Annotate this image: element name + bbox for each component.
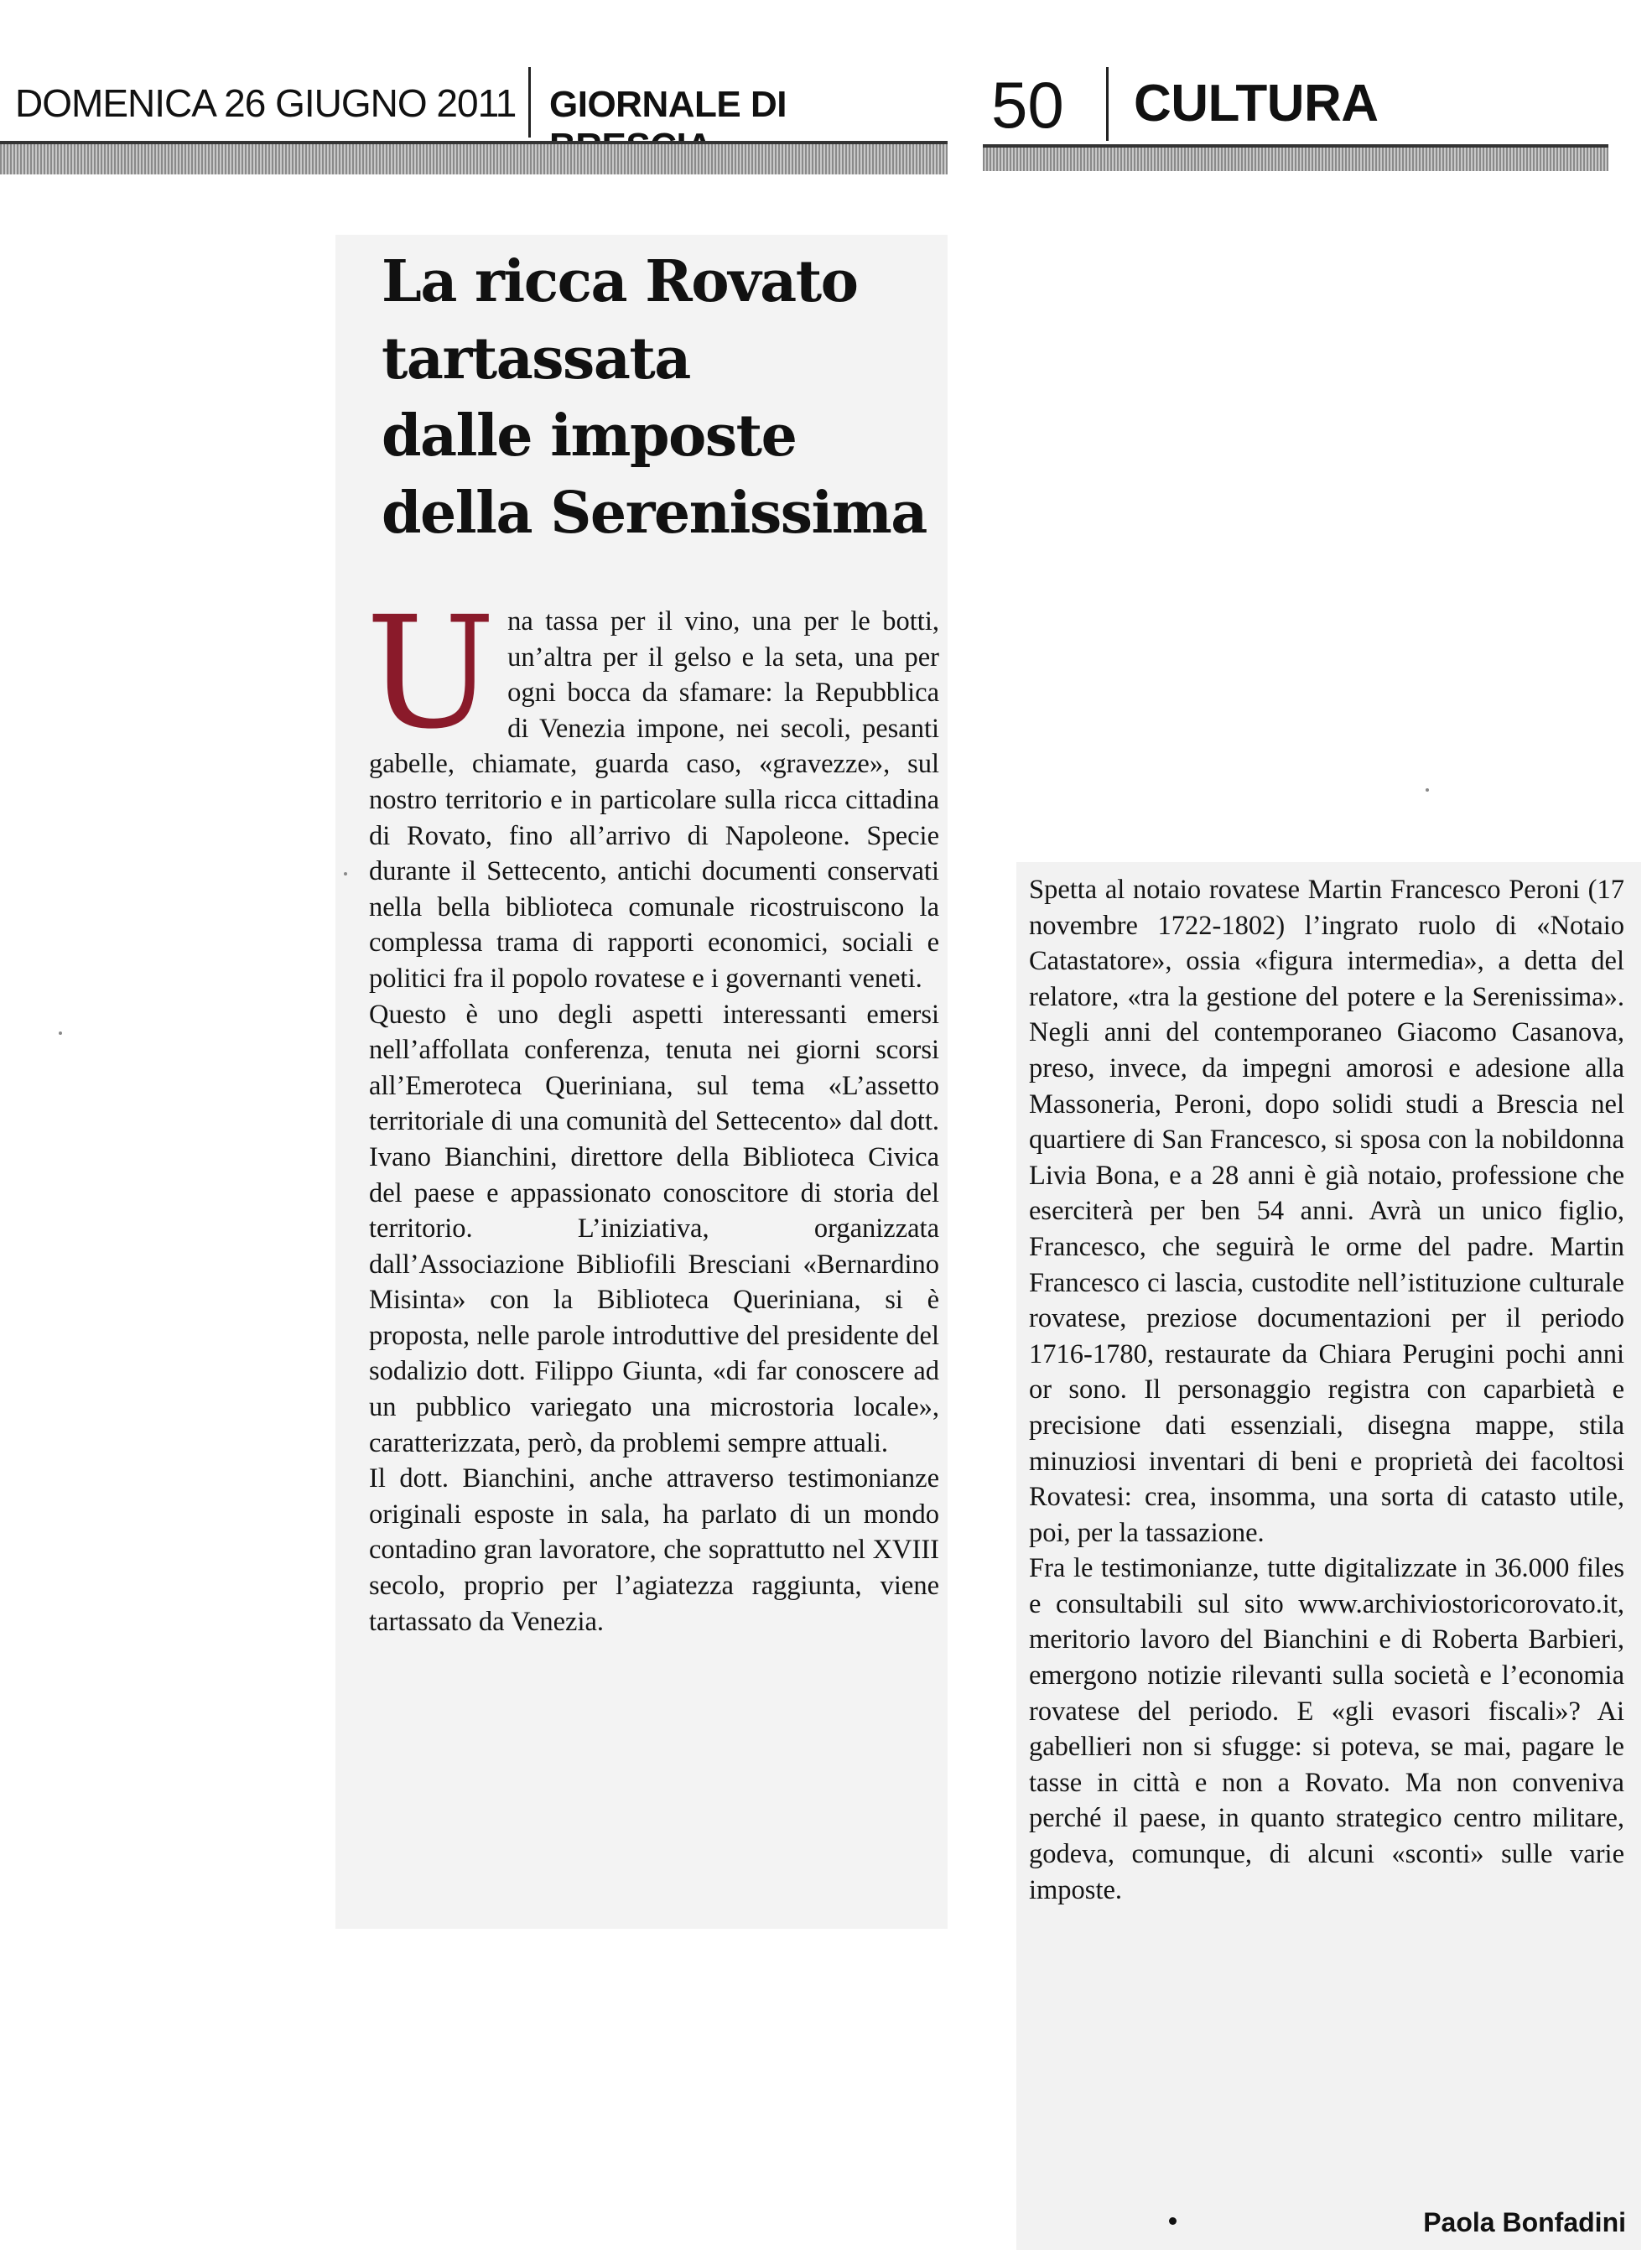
- byline: Paola Bonfadini: [1423, 2207, 1626, 2237]
- headline-line: La ricca Rovato: [382, 248, 858, 315]
- headline: [382, 243, 927, 552]
- masthead-left: [0, 74, 948, 174]
- publication-date: DOMENICA 26 GIUGNO 2011: [15, 81, 517, 125]
- scan-speck: [344, 872, 347, 876]
- article-body-right: [1029, 872, 1624, 1908]
- article-column-right: [1016, 862, 1641, 2250]
- masthead-divider: [1106, 67, 1109, 141]
- page-number: 50: [991, 68, 1064, 142]
- scan-speck: [59, 1031, 62, 1035]
- headline-line: della Serenissima: [382, 480, 927, 547]
- paragraph-text: na tassa per il vino, una per le botti, un’altra per il gelso e la seta, una per ogni bocca da sfamare: la Repubblica di Venezia impone, nei secoli, pesanti gabelle, chiamate, guarda caso, «gravezze», sul nostro territorio e in particolare sulla ricca cittadina di Rovato, fino all’arrivo di Napoleone. Specie durante il Settecento, antichi documenti conservati nella bella biblioteca comunale ricostruiscono la complessa trama di rapporti economici, sociali e politici fra il popolo rovatese e i governanti veneti.: [369, 606, 939, 994]
- paragraph: Spetta al notaio rovatese Martin Francesco Peroni (17 novembre 1722-1802) l’ingrato ruolo di «Notaio Catastatore», ossia «figura intermedia», a detta del relatore, «tra la gestione del potere e la Serenissima». Negli anni del contemporaneo Giacomo Casanova, preso, invece, da impegni amorosi e adesione alla Massoneria, Peroni, dopo solidi studi a Brescia nel quartiere di San Francesco, si sposa con la nobildonna Livia Bona, e a 28 anni è già notaio, professione che eserciterà per ben 54 anni. Avrà un unico figlio, Francesco, che seguirà le orme del padre. Martin Francesco ci lascia, custodite nell’istituzione culturale rovatese, preziose documentazioni per il periodo 1716-1780, restaurate da Chiara Perugini pochi anni or sono. Il personaggio registra con caparbietà e precisione dati essenziali, disegna mappe, stila minuziosi inventari di beni e proprietà dei facoltosi Rovatesi: crea, insomma, una sorta di catasto utile, poi, per la tassazione.: [1029, 875, 1624, 1548]
- masthead-divider: [528, 67, 531, 138]
- scan-speck: [1426, 788, 1429, 792]
- paragraph: Questo è uno degli aspetti interessanti emersi nell’affollata conferenza, tenuta nei giorni scorsi all’Emeroteca Queriniana, sul tema «L’assetto territoriale di una comunità del Settecento» dal dott. Ivano Bianchini, direttore della Biblioteca Civica del paese e appassionato conoscitore di storia del territorio. L’iniziativa, organizzata dall’Associazione Bibliofili Bresciani «Bernardino Misinta» con la Biblioteca Queriniana, si è proposta, nelle parole introduttive del presidente del sodalizio dott. Filippo Giunta, «di far conoscere ad un pubblico variegato una microstoria locale», caratterizzata, però, da problemi sempre attuali.: [369, 999, 939, 1458]
- article-column-left: [335, 235, 948, 1929]
- masthead-rule: [0, 141, 948, 174]
- masthead-rule: [983, 144, 1608, 171]
- masthead-right: [983, 67, 1608, 176]
- headline-line: dalle imposte: [382, 403, 797, 470]
- paragraph: Il dott. Bianchini, anche attraverso testimonianze originali esposte in sala, ha parlato di un mondo contadino gran lavoratore, che soprattutto nel XVIII secolo, proprio per l’agiatezza raggiunta, viene tartassato da Venezia.: [369, 1463, 939, 1637]
- headline-line: tartassata: [382, 325, 690, 392]
- newspaper-name: GIORNALE DI: [549, 84, 787, 125]
- paragraph: [366, 584, 939, 997]
- drop-cap: U: [366, 584, 496, 763]
- bullet-dot-icon: [1169, 2217, 1177, 2225]
- paragraph: Fra le testimonianze, tutte digitalizzate in 36.000 files e consultabili sul sito www.archiviostoricorovato.it, meritorio lavoro del Bianchini e di Roberta Barbieri, emergono notizie rilevanti sulla società e l’economia rovatese del periodo. E «gli evasori fiscali»? Ai gabellieri non si sfugge: si poteva, se mai, pagare le tasse in città e non a Rovato. Ma non conveniva perché il paese, in quanto strategico centro militare, godeva, comunque, di alcuni «sconti» sulle varie imposte.: [1029, 1553, 1624, 1905]
- article-body-left: [366, 584, 939, 1639]
- section-title: CULTURA: [1134, 75, 1379, 132]
